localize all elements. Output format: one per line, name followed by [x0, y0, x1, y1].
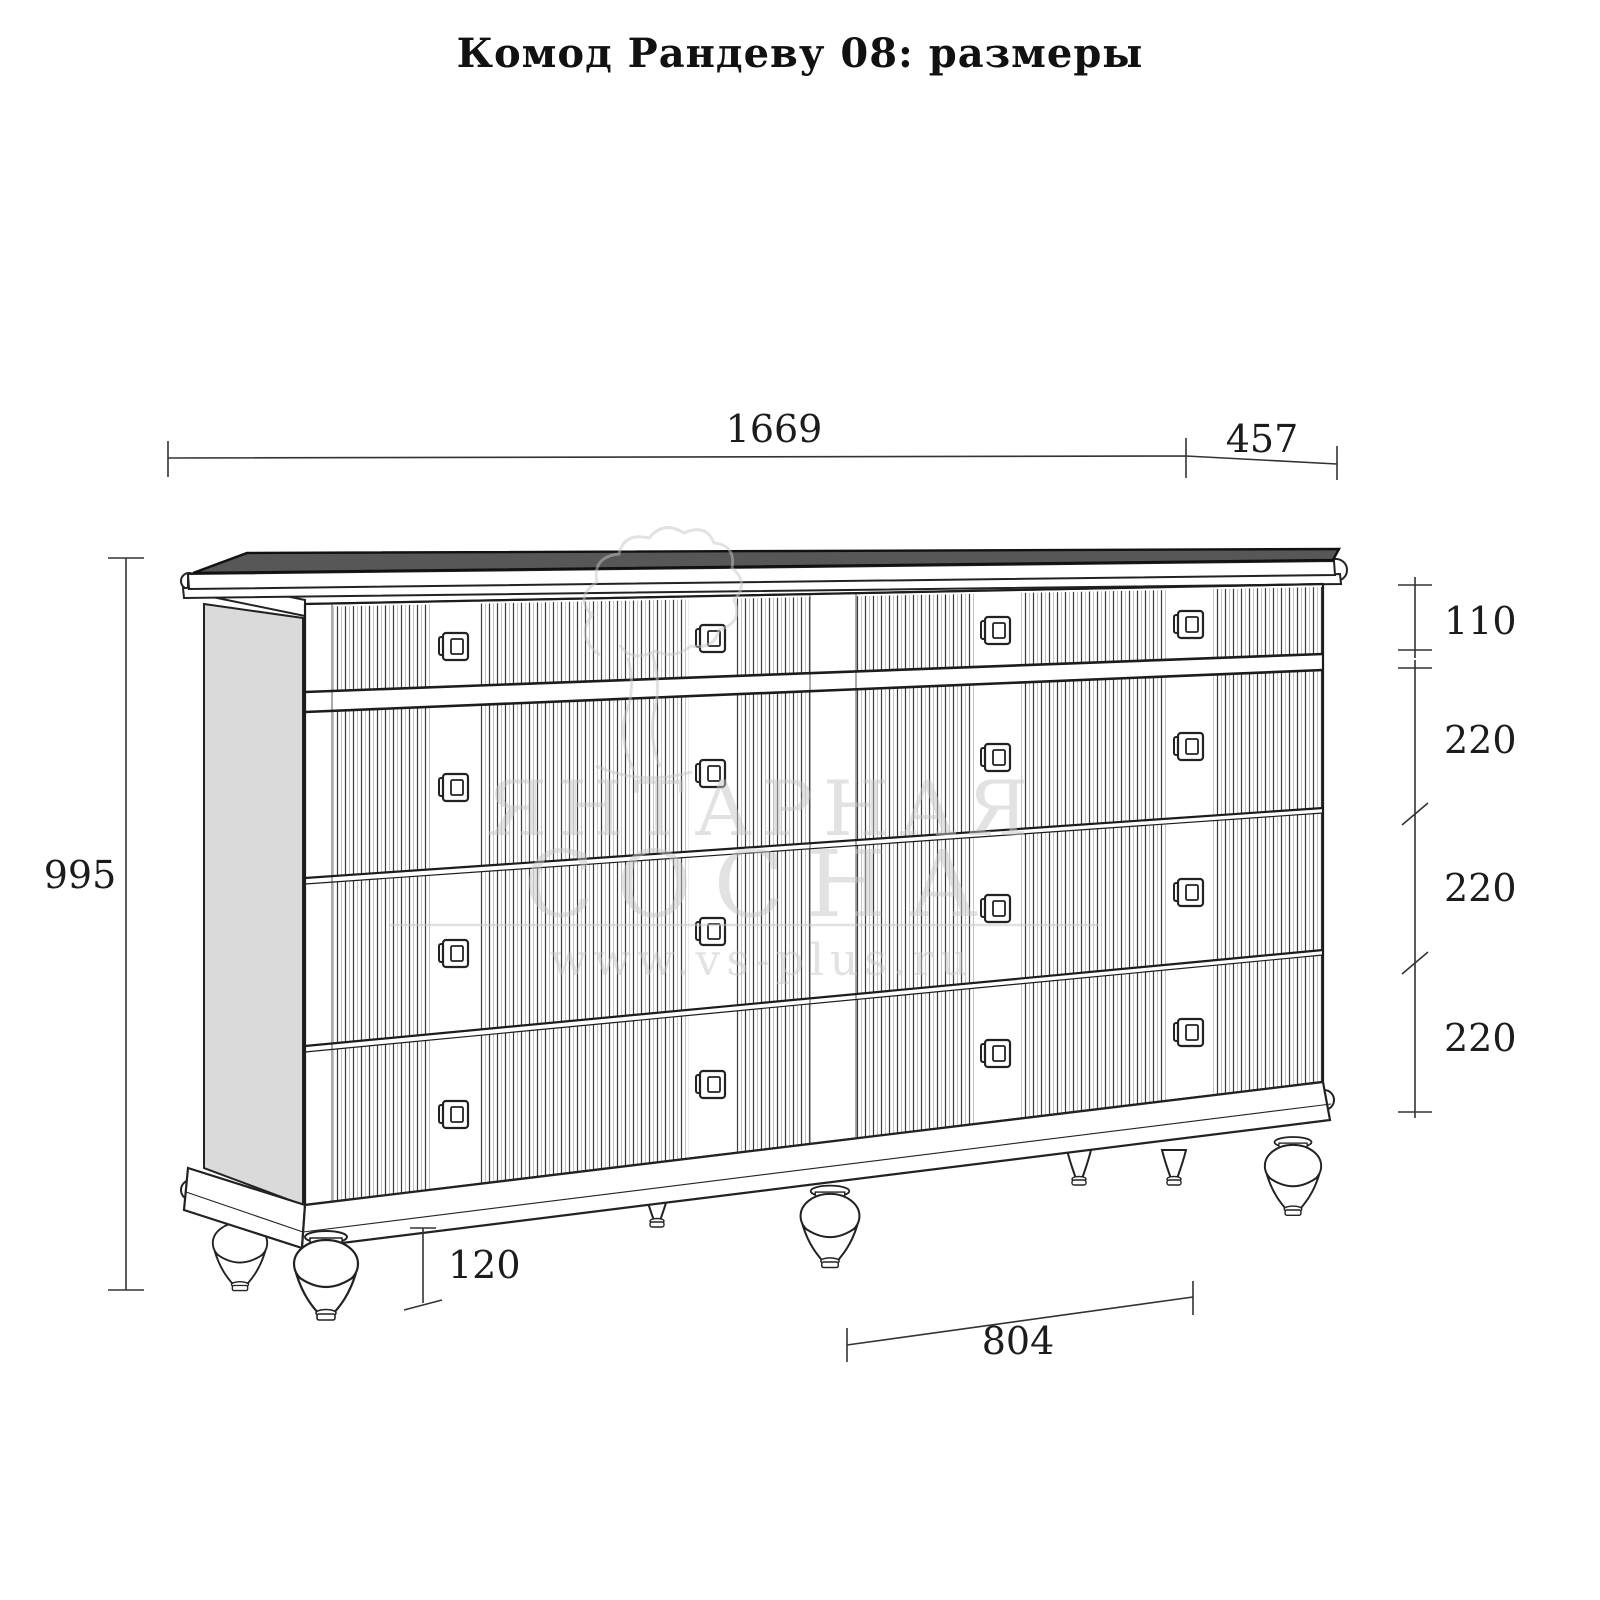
dim-label-drawer3: 220	[1444, 866, 1517, 910]
watermark-brand-line2: СОСНА	[523, 831, 1001, 938]
dim-label-height: 995	[43, 853, 117, 897]
dim-label-top-drawer: 110	[1444, 599, 1517, 643]
watermark-brand-line1: ЯНТАРНАЯ	[485, 764, 1039, 853]
page-title: Комод Рандеву 08: размеры	[456, 30, 1144, 77]
watermark-website: www.vs-plus.ru	[549, 935, 975, 986]
leg-back-middle-right	[1067, 1150, 1091, 1185]
dim-label-drawer2: 220	[1444, 718, 1517, 762]
dim-label-depth: 457	[1225, 417, 1299, 461]
dim-drawer-heights	[1398, 577, 1432, 1118]
side-panel	[204, 604, 303, 1205]
dim-label-drawer4: 220	[1444, 1016, 1517, 1060]
leg-front-right	[1265, 1137, 1321, 1215]
dim-label-leg-height: 120	[448, 1243, 521, 1287]
dim-label-leg-span: 804	[981, 1319, 1055, 1363]
dim-leg-height	[404, 1228, 442, 1310]
dim-label-top-width: 1669	[725, 407, 823, 451]
dim-height	[108, 558, 144, 1290]
leg-front-middle	[801, 1186, 860, 1268]
leg-back-right	[1162, 1150, 1186, 1185]
